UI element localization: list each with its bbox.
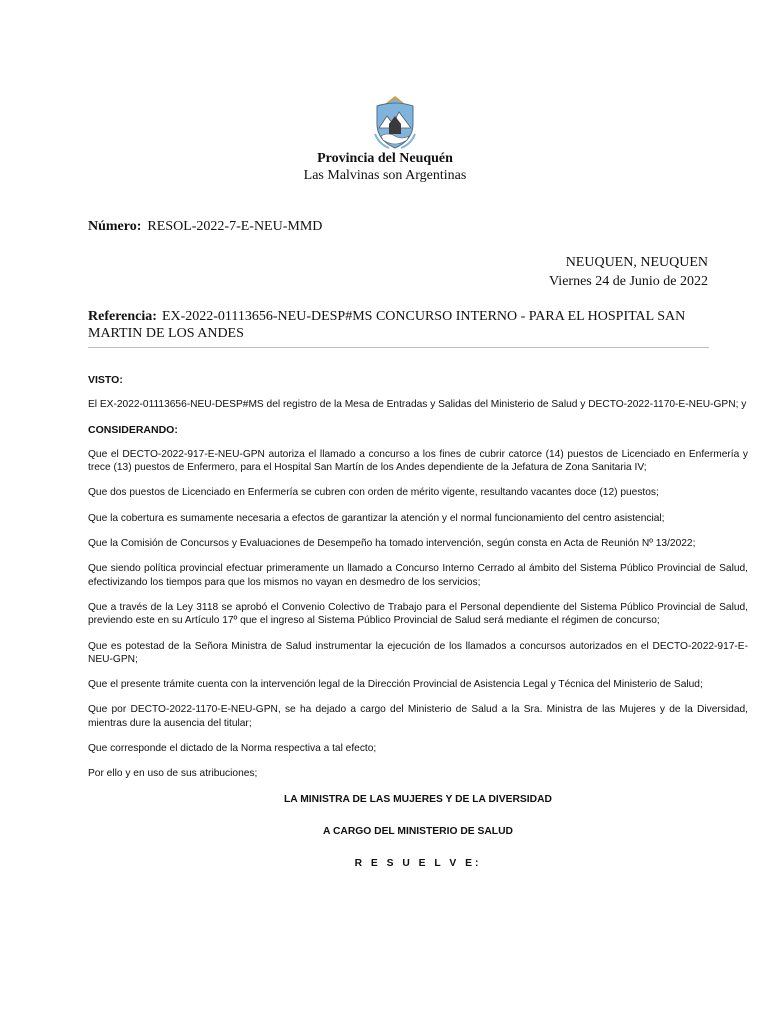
considerando-paragraph: Que dos puestos de Licenciado en Enfermería se cubren con orden de mérito vigente, resultando vacantes doce (12) puestos; (88, 487, 659, 499)
visto-heading: VISTO: (88, 374, 123, 386)
considerando-paragraph: Que el DECTO-2022-917-E-NEU-GPN autoriza el llamado a concurso a los fines de cubrir catorce (14) puestos de Licenciado en Enfermería y trece (13) puestos de Enfermero, para el Hospital San Martín de los Andes dependiente de la Jefatura de Zona Sanitaria IV; (88, 448, 748, 474)
place-line: NEUQUEN, NEUQUEN (565, 255, 708, 270)
province-name: Provincia del Neuquén (317, 151, 453, 166)
considerando-heading: CONSIDERANDO: (88, 423, 178, 436)
considerando-paragraph: Que a través de la Ley 3118 se aprobó el Convenio Colectivo de Trabajo para el Personal dependiente del Sistema Público Provincial de Salud, previendo este en su Artículo 17º que el ingreso al Sistema Público Provincial de Salud será mediante el régimen de concurso; (88, 601, 748, 627)
document-number (88, 219, 322, 235)
authority-subtitle: A CARGO DEL MINISTERIO DE SALUD (323, 825, 513, 837)
header-divider (88, 347, 709, 348)
visto-text: El EX-2022-01113656-NEU-DESP#MS del registro de la Mesa de Entradas y Salidas del Ministerio de Salud y DECTO-2022-1170-E-NEU-GPN; y (88, 399, 747, 411)
reference (88, 308, 708, 342)
considerando-paragraph: Que siendo política provincial efectuar primeramente un llamado a Concurso Interno Cerrado al ámbito del Sistema Público Provincial de Salud, efectivizando los tiempos para que los mismos no vayan en desmedro de los servicios; (88, 563, 748, 588)
considerando-paragraph: Por ello y en uso de sus atribuciones; (88, 768, 258, 780)
considerando-paragraph: Que el presente trámite cuenta con la intervención legal de la Dirección Provincial de Asistencia Legal y Técnica del Ministerio de Salud; (88, 679, 703, 691)
document-body (88, 374, 748, 890)
motto: Las Malvinas son Argentinas (303, 168, 467, 183)
authority-title: LA MINISTRA DE LAS MUJERES Y DE LA DIVERSIDAD (284, 793, 552, 805)
considerando-paragraph: Que corresponde el dictado de la Norma respectiva a tal efecto; (88, 743, 377, 755)
document-number-label: Número: (88, 219, 142, 234)
resuelve-heading: R E S U E L V E: (354, 858, 482, 870)
reference-value: EX-2022-01113656-NEU-DESP#MS CONCURSO INTERNO - PARA EL HOSPITAL SAN MARTIN DE LOS ANDES (88, 309, 686, 341)
considerando-paragraph: Que por DECTO-2022-1170-E-NEU-GPN, se ha dejado a cargo del Ministerio de Salud a la Sra. Ministra de las Mujeres y de la Diversidad, mientras dure la ausencia del titular; (88, 704, 748, 729)
date-line: Viernes 24 de Junio de 2022 (549, 274, 708, 289)
provincial-coat-of-arms-icon (371, 94, 419, 150)
considerando-paragraph: Que la Comisión de Concursos y Evaluaciones de Desempeño ha tomado intervención, según consta en Acta de Reunión Nº 13/2022; (88, 538, 696, 550)
considerando-paragraph: Que la cobertura es sumamente necesaria a efectos de garantizar la atención y el normal funcionamiento del centro asistencial; (88, 512, 665, 524)
document-number-value: RESOL-2022-7-E-NEU-MMD (147, 219, 323, 234)
considerando-paragraph: Que es potestad de la Señora Ministra de Salud instrumentar la ejecución de los llamados a concursos autorizados en el DECTO-2022-917-E-NEU-GPN; (88, 640, 748, 665)
reference-label: Referencia: (88, 309, 157, 324)
